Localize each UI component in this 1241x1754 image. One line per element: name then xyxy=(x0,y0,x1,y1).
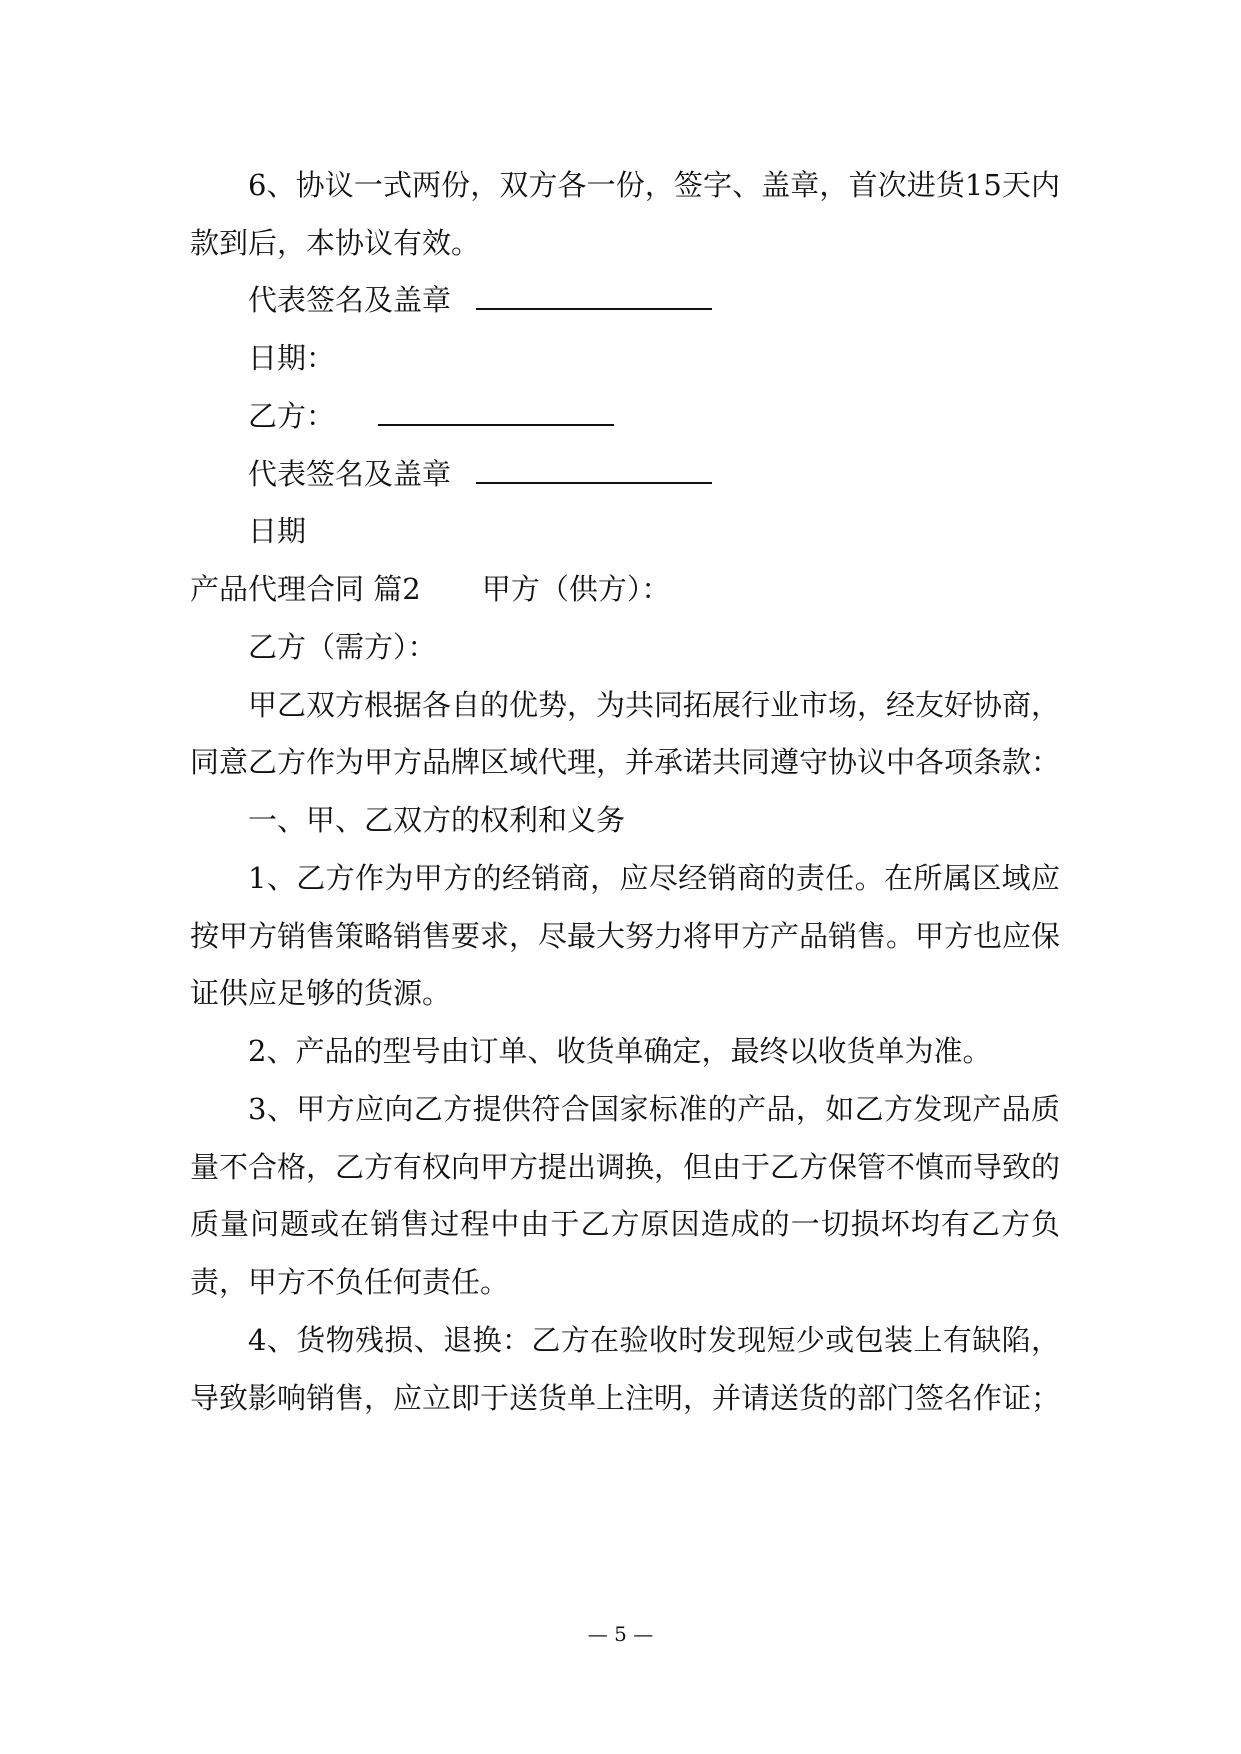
party-b-row xyxy=(248,398,1060,434)
paragraph-line: 款到后，本协议有效。 xyxy=(190,226,481,260)
date-label: 日期 xyxy=(248,514,307,548)
party-a-label: 甲方（供方）： xyxy=(481,572,671,606)
clause-heading: 一、甲、乙双方的权利和义务 xyxy=(248,803,626,837)
paragraph-line: 2、产品的型号由订单、收货单确定，最终以收货单为准。 xyxy=(248,1034,992,1068)
signature-label: 代表签名及盖章 xyxy=(248,283,452,317)
signature-blank xyxy=(476,458,712,484)
signature-blank xyxy=(476,284,712,310)
paragraph-line: 证供应足够的货源。 xyxy=(190,976,452,1010)
paragraph-line: 同意乙方作为甲方品牌区域代理，并承诺共同遵守协议中各项条款： xyxy=(190,745,1061,779)
party-b-label: 乙方（需方）： xyxy=(248,630,437,664)
signature-row xyxy=(248,282,1060,318)
page-number: — 5 — xyxy=(587,1622,654,1646)
section-heading-row xyxy=(190,571,1060,607)
paragraph-line: 按甲方销售策略销售要求，尽最大努力将甲方产品销售。甲方也应保 xyxy=(190,919,1061,953)
paragraph-line: 责，甲方不负任何责任。 xyxy=(190,1265,510,1299)
paragraph-line: 导致影响销售，应立即于送货单上注明，并请送货的部门签名作证； xyxy=(190,1381,1061,1415)
paragraph-line: 6、协议一式两份，双方各一份，签字、盖章，首次进货15天内 xyxy=(248,168,1060,202)
paragraph-line: 1、乙方作为甲方的经销商，应尽经销商的责任。在所属区域应 xyxy=(248,861,1060,895)
paragraph-line: 3、甲方应向乙方提供符合国家标准的产品，如乙方发现产品质 xyxy=(248,1092,1060,1126)
date-label: 日期： xyxy=(248,341,336,375)
party-b-blank xyxy=(378,400,614,426)
paragraph-line: 质量问题或在销售过程中由于乙方原因造成的一切损坏均有乙方负 xyxy=(190,1207,1060,1241)
paragraph-line: 量不合格，乙方有权向甲方提出调换，但由于乙方保管不慎而导致的 xyxy=(190,1150,1061,1184)
party-b-label: 乙方： xyxy=(248,399,336,433)
contract-title: 产品代理合同 篇2 xyxy=(190,572,421,606)
signature-row xyxy=(248,456,1060,492)
paragraph-line: 4、货物残损、退换：乙方在验收时发现短少或包装上有缺陷， xyxy=(248,1323,1060,1357)
paragraph-line: 甲乙双方根据各自的优势，为共同拓展行业市场，经友好协商， xyxy=(248,688,1061,722)
signature-label: 代表签名及盖章 xyxy=(248,457,452,491)
